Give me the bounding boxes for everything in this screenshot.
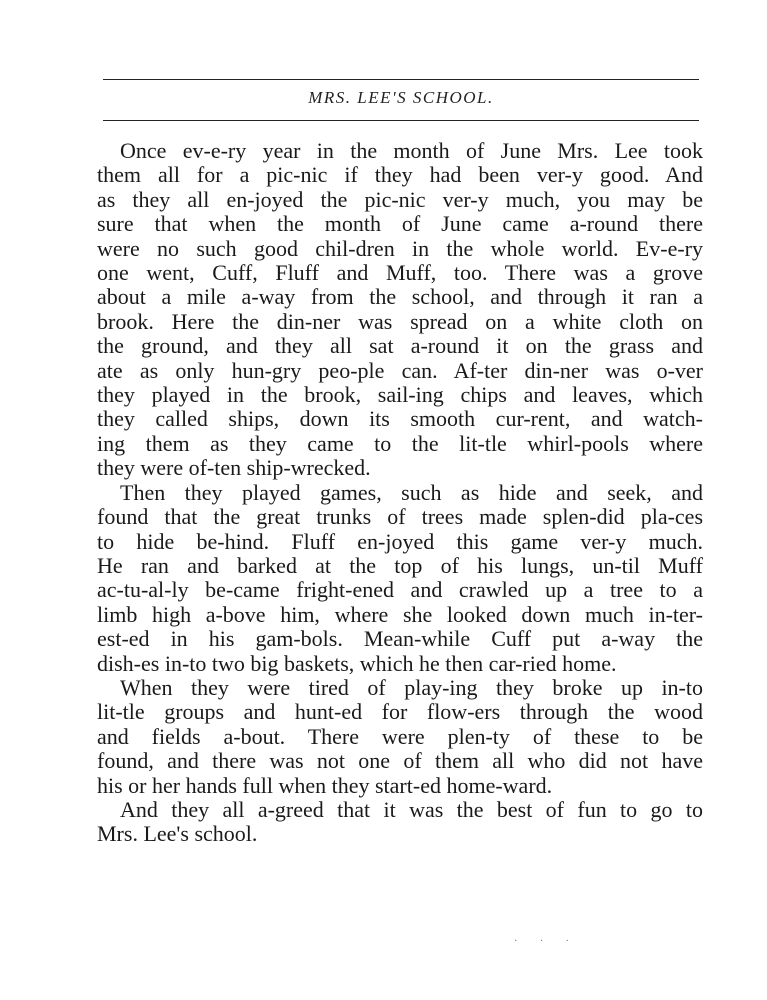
text-line: brook. Here the din-ner was spread on a white cloth on xyxy=(97,308,703,334)
text-line: one went, Cuff, Fluff and Muff, too. There was a grove xyxy=(97,260,703,286)
text-line: found that the great trunks of trees made splen-did pla-ces xyxy=(97,504,703,530)
paragraph xyxy=(97,676,703,798)
text-line: about a mile a-way from the school, and through it ran a xyxy=(97,284,703,310)
print-specks: · · · xyxy=(514,936,579,947)
paragraph xyxy=(97,139,703,481)
text-line: found, and there was not one of them all who did not have xyxy=(97,748,703,774)
text-line: dish-es in-to two big baskets, which he then car-ried home. xyxy=(97,650,617,676)
header-rule-bottom xyxy=(103,120,699,121)
text-line: He ran and barked at the top of his lungs, un-til Muff xyxy=(97,552,703,578)
text-line: they played in the brook, sail-ing chips and leaves, which xyxy=(97,382,703,408)
text-line: them all for a pic-nic if they had been ver-y good. And xyxy=(97,162,703,188)
text-line: Mrs. Lee's school. xyxy=(97,821,258,847)
text-line: to hide be-hind. Fluff en-joyed this game ver-y much. xyxy=(97,528,703,554)
text-line: And they all a-greed that it was the best of fun to go to xyxy=(120,796,703,822)
paragraph xyxy=(97,798,703,847)
text-line: they were of-ten ship-wrecked. xyxy=(97,455,371,481)
text-line: they called ships, down its smooth cur-rent, and watch- xyxy=(97,406,703,432)
header-rule-top xyxy=(103,79,699,80)
text-line: his or her hands full when they start-ed home-ward. xyxy=(97,772,553,798)
text-line: sure that when the month of June came a-round there xyxy=(97,211,703,237)
text-line: and fields a-bout. There were plen-ty of these to be xyxy=(97,723,703,749)
text-line: ate as only hun-gry peo-ple can. Af-ter din-ner was o-ver xyxy=(97,357,703,383)
text-line: ac-tu-al-ly be-came fright-ened and crawled up a tree to a xyxy=(97,577,703,603)
text-line: lit-tle groups and hunt-ed for flow-ers through the wood xyxy=(97,699,703,725)
text-line: as they all en-joyed the pic-nic ver-y much, you may be xyxy=(97,186,703,212)
text-line: ing them as they came to the lit-tle whirl-pools where xyxy=(97,430,703,456)
text-line: When they were tired of play-ing they broke up in-to xyxy=(120,674,703,700)
text-line: the ground, and they all sat a-round it on the grass and xyxy=(97,333,703,359)
text-line: Then they played games, such as hide and seek, and xyxy=(120,479,703,505)
text-line: Once ev-e-ry year in the month of June Mrs. Lee took xyxy=(120,138,703,163)
paragraph xyxy=(97,481,703,676)
text-line: limb high a-bove him, where she looked down much in-ter- xyxy=(97,601,703,627)
text-line: est-ed in his gam-bols. Mean-while Cuff put a-way the xyxy=(97,626,703,652)
text-line: were no such good chil-dren in the whole world. Ev-e-ry xyxy=(97,235,703,261)
body-text xyxy=(97,139,703,847)
running-head: MRS. LEE'S SCHOOL. xyxy=(308,88,494,107)
